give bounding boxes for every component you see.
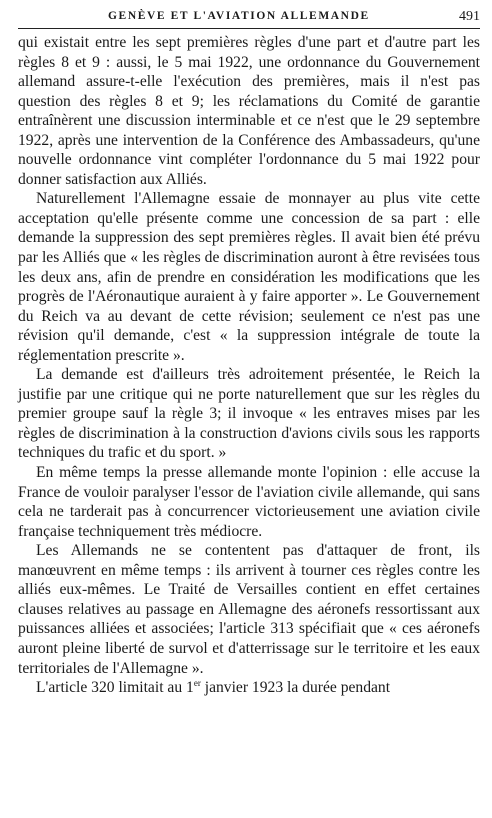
- page-number: 491: [459, 9, 480, 24]
- document-page: [18, 8, 480, 698]
- page-header: [18, 8, 480, 29]
- paragraph-5: Les Allemands ne se contentent pas d'attaquer de front, ils manœuvrent en même temps : ils arrivent à tourner ces règles contre les alliés eux-mêmes. Le Traité de Versailles contient en effet certaines clauses relatives au passage en Allemagne des aéronefs ressortissant aux puissances alliées et associées; l'article 313 spécifiait que « ces aéronefs auront pleine liberté de survol et d'atterrissage sur le territoire et les eaux territoriales de l'Allemagne ».: [18, 542, 480, 677]
- ordinal-superscript: er: [193, 677, 201, 688]
- running-title: GENÈVE ET L'AVIATION ALLEMANDE: [108, 10, 370, 22]
- paragraph-6-text-start: L'article 320 limitait au 1: [36, 679, 194, 697]
- body-text: [18, 33, 480, 698]
- paragraph-3: La demande est d'ailleurs très adroitement présentée, le Reich la justifie par une critique qui ne porte naturellement que sur les règles du premier groupe sauf la règle 3; il invoque « les entraves mises par les règles de discrimination à la construction d'avions civils sous les rapports techniques du trafic et du sport. »: [18, 366, 480, 462]
- paragraph-6: [18, 678, 480, 698]
- paragraph-4: En même temps la presse allemande monte l'opinion : elle accuse la France de vouloir paralyser l'essor de l'aviation civile allemande, qui sans cela ne tarderait pas à concurrencer victorieusement une aviation civile française techniquement très médiocre.: [18, 464, 480, 540]
- paragraph-6-text-end: janvier 1923 la durée pendant: [200, 679, 391, 697]
- paragraph-1: qui existait entre les sept premières règles d'une part et d'autre part les règles 8 et 9 : aussi, le 5 mai 1922, une ordonnance du Gouvernement allemand assure-t-elle l'exécution des premières, mais il n'est pas question des règles 8 et 9; les réclamations du Comité de garantie entraînèrent une discussion interminable et ce n'est que le 29 septembre 1922, après une intervention de la Conférence des Ambassadeurs, qu'une nouvelle ordonnance vint compléter l'ordonnance du 5 mai 1922 pour donner satisfaction aux Alliés.: [18, 34, 480, 188]
- paragraph-2: Naturellement l'Allemagne essaie de monnayer au plus vite cette acceptation qu'elle présente comme une concession de sa part : elle demande la suppression des sept premières règles. Il avait bien été prévu par les Alliés que « les règles de discrimination auront à être revisées tous les deux ans, afin de prendre en considération les modifications que les progrès de l'Aéronautique auraient à y faire apporter ». Le Gouvernement du Reich va au devant de cette révision; seulement ce n'est pas une révision qu'il demande, c'est « la suppression intégrale de toute la réglementation prescrite ».: [18, 190, 480, 364]
